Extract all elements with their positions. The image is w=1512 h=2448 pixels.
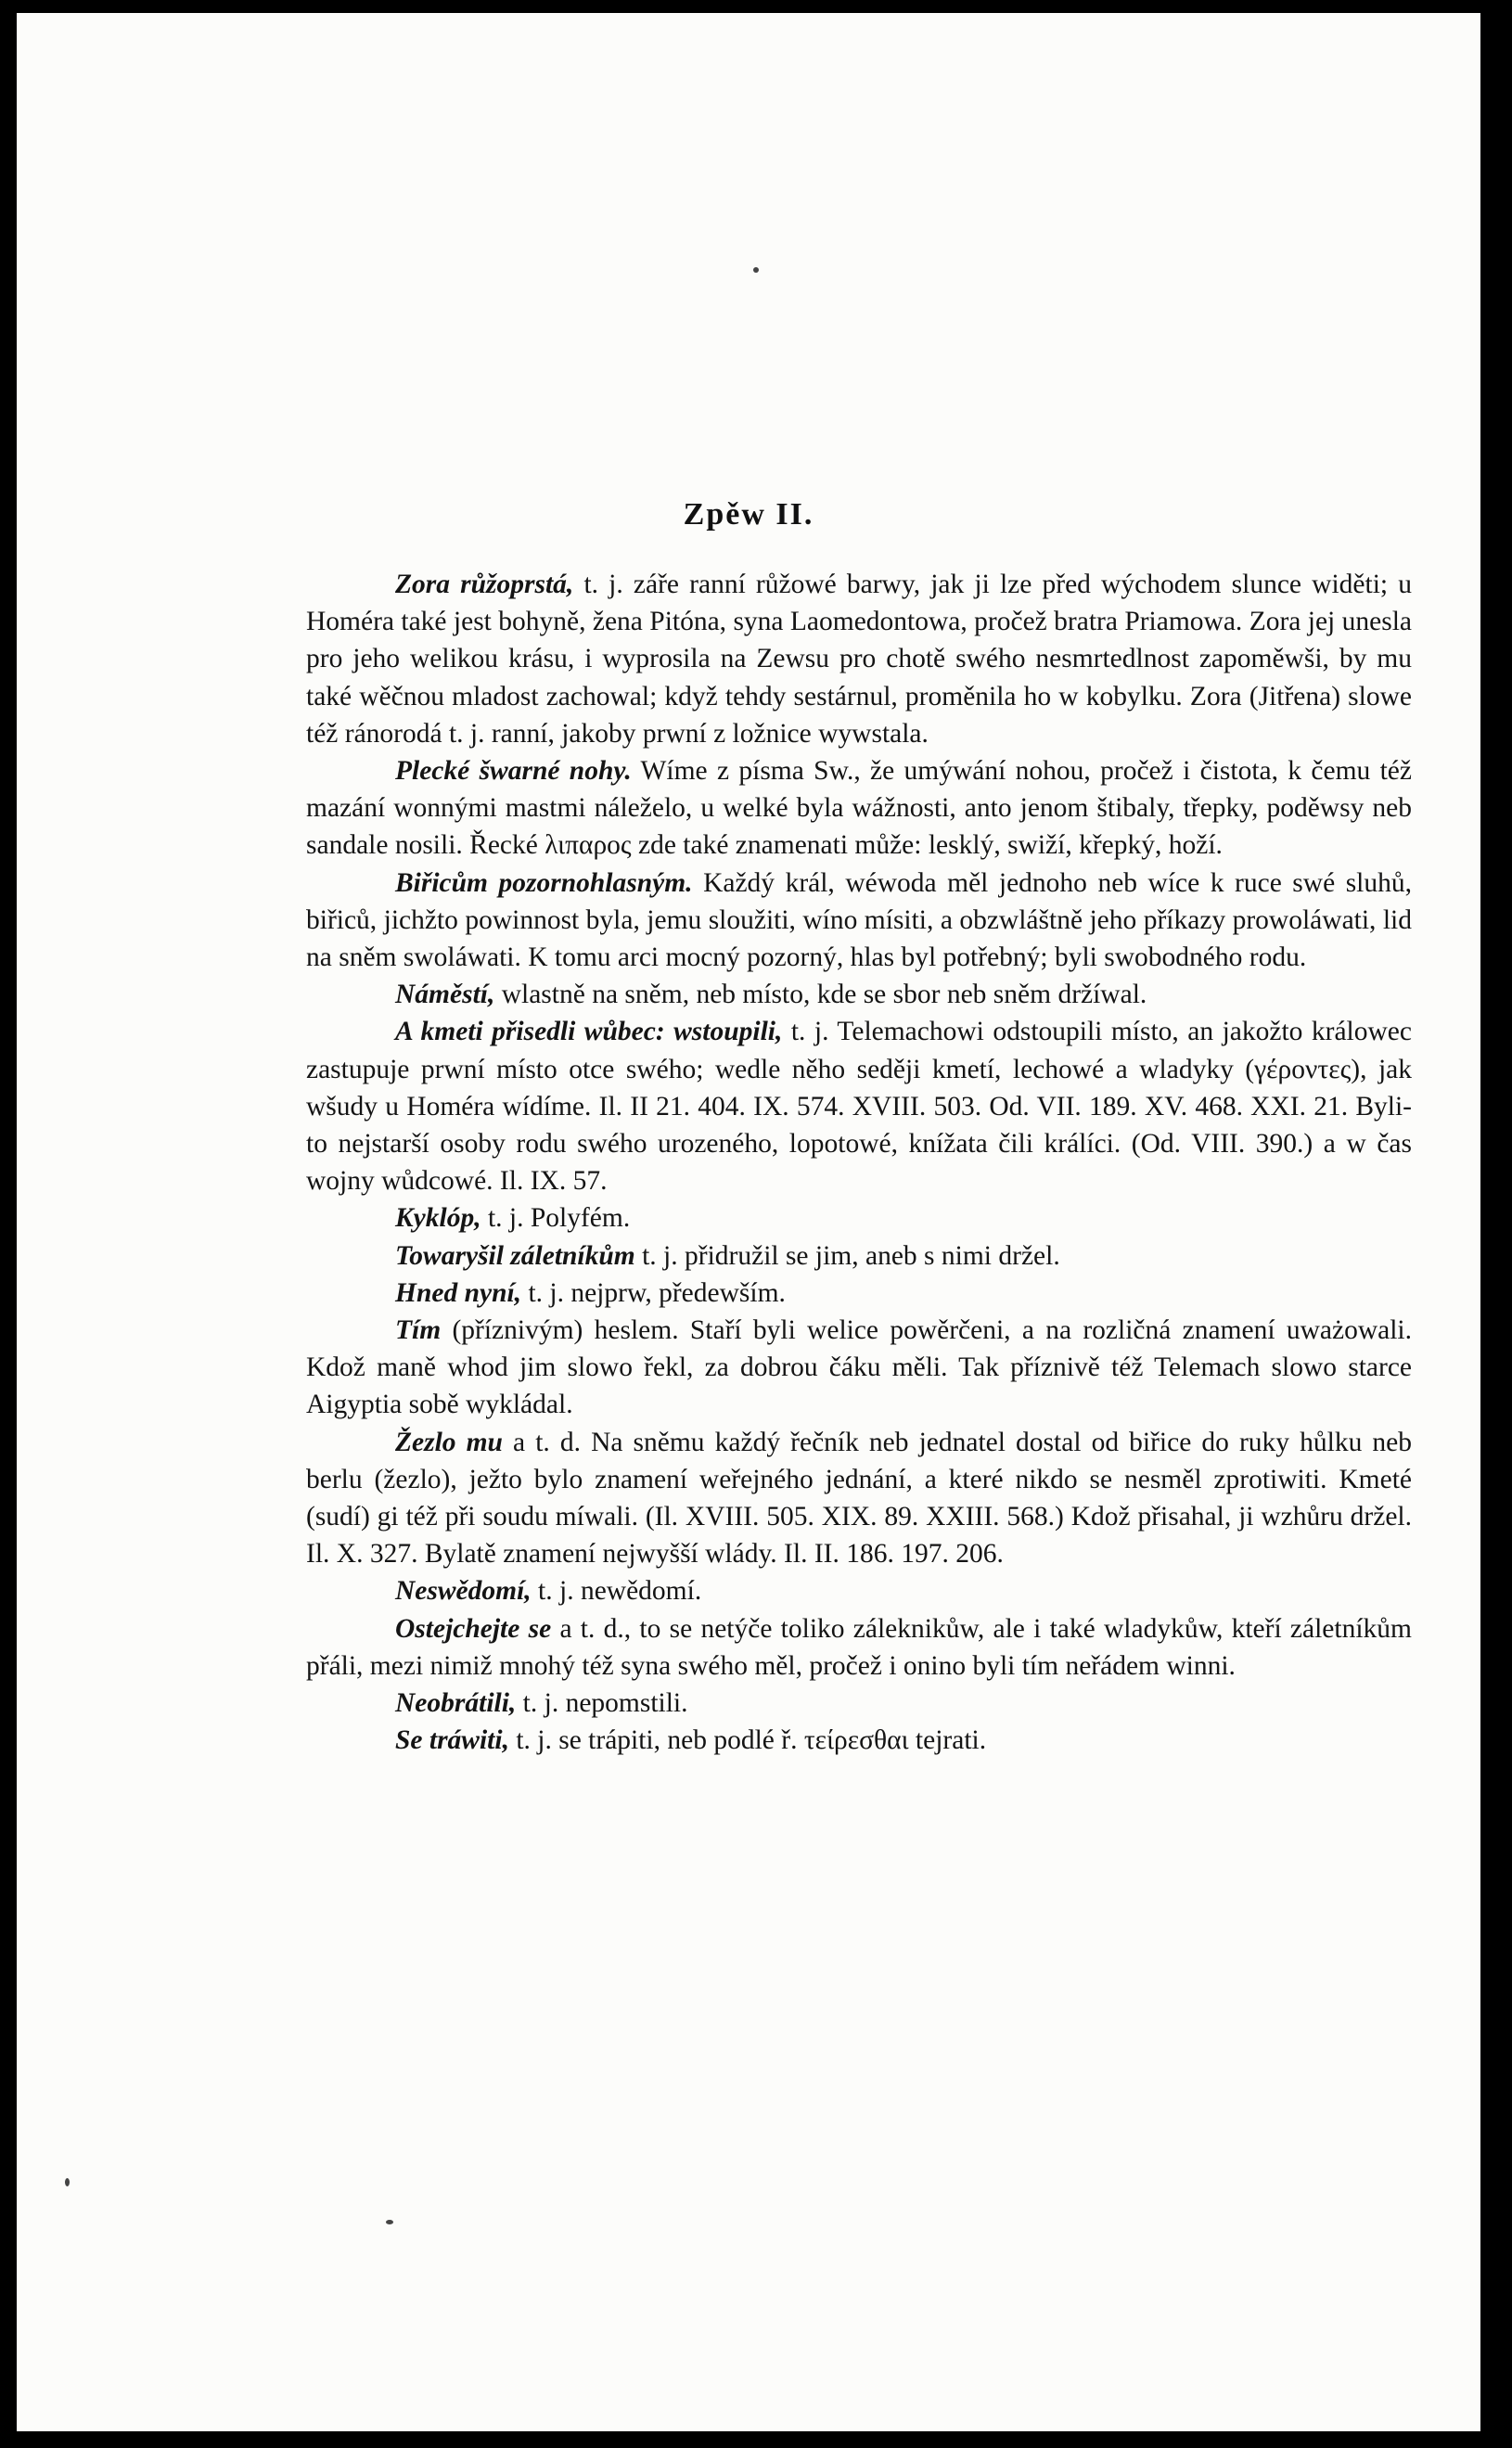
note-text: t. j. newědomí. bbox=[531, 1576, 702, 1607]
note-entry bbox=[306, 1013, 1412, 1199]
commentary-body bbox=[306, 566, 1412, 1760]
chapter-heading: Zpěw II. bbox=[683, 497, 814, 532]
note-lemma: Ostejchejte se bbox=[395, 1613, 552, 1644]
ink-speck bbox=[386, 2220, 393, 2224]
note-text: a t. d., to se netýče toliko záleknikůw, ale i také wladykůw, kteří záletníkům přáli, mezi nimiž mnohý též syna swého měl, pročež i onino byli tím neřádem winni. bbox=[306, 1613, 1412, 1681]
book-page bbox=[17, 13, 1480, 2431]
note-text: t. j. nejprw, předewším. bbox=[521, 1277, 786, 1308]
note-entry bbox=[306, 752, 1412, 865]
note-text: a t. d. Na sněmu každý řečník neb jednatel dostal od biřice do ruky hůlku neb berlu (žezlo), ježto bylo znamení weřejného jednání, a které nikdo se nesměl zprotiwiti. Kmeté (sudí) gi též při soudu míwali. (Il. XVIII. 505. XIX. 89. XXIII. 568.) Kdož přisahal, ji wzhůru držel. Il. X. 327. Bylatě znamení nejwyšší wlády. Il. II. 186. 197. 206. bbox=[306, 1427, 1412, 1570]
note-text: t. j. záře ranní růžowé barwy, jak ji lze před wýchodem slunce widěti; u Homéra také jest bohyně, žena Pitóna, syna Laomedontowa, pročež bratra Priamowa. Zora jej unesla pro jeho welikou krásu, i wyprosila na Zewsu pro chotě swého nesmrtedlnost zapoměwši, by mu také wěčnou mladost zachowal; když tehdy sestárnul, proměnila ho w kobylku. Zora (Jitřena) slowe též ránorodá t. j. ranní, jakoby prwní z ložnice wywstala. bbox=[306, 570, 1412, 749]
note-entry bbox=[306, 1199, 1412, 1237]
note-lemma: Náměstí, bbox=[395, 980, 495, 1010]
note-entry bbox=[306, 566, 1412, 752]
note-entry bbox=[306, 1237, 1412, 1275]
note-text: t. j. Telemachowi odstoupili místo, an jakožto králowec zastupuje prwní místo otce swého; wedle něho seději kmetí, lechowé a wladyky (γέροντες), jak wšudy u Homéra wídíme. Il. II 21. 404. IX. 574. XVIII. 503. Od. VII. 189. XV. 468. XXI. 21. Byli-to nejstarší osoby rodu swého urozeného, lopotowé, knížata čili králíci. (Od. VIII. 390.) a w čas wojny wůdcowé. Il. IX. 57. bbox=[306, 1017, 1412, 1197]
note-entry bbox=[306, 1275, 1412, 1312]
note-lemma: Neswědomí, bbox=[395, 1576, 532, 1607]
note-lemma: Zora růžoprstá, bbox=[395, 570, 574, 599]
note-lemma: Towaryšil záletníkům bbox=[395, 1240, 635, 1271]
note-lemma: Hned nyní, bbox=[395, 1277, 522, 1308]
note-text: t. j. přidružil se jim, aneb s nimi držel. bbox=[634, 1240, 1060, 1271]
note-text: Každý král, wéwoda měl jednoho neb wíce k ruce swé sluhů, biřiců, jichžto powinnost byla, jemu sloužiti, wíno mísiti, a obzwláštně jeho příkazy prowoláwati, lid na sněm swoláwati. K tomu arci mocný pozorný, hlas byl potřebný; byli swobodného rodu. bbox=[306, 867, 1413, 973]
note-text: Wíme z písma Sw., že umýwání nohou, pročež i čistota, k čemu též mazání wonnými mastmi náleželo, u welké byla wážnosti, anto jenom štibaly, třepky, poděwsy neb sandale nosili. Řecké λιπαρος zde také znamenati může: lesklý, swiží, křepký, hoží. bbox=[306, 756, 1412, 861]
note-entry bbox=[306, 1722, 1412, 1759]
note-entry bbox=[306, 865, 1412, 977]
note-text: t. j. nepomstili. bbox=[516, 1688, 688, 1719]
note-entry bbox=[306, 1610, 1412, 1685]
note-lemma: Kyklóp, bbox=[395, 1203, 481, 1234]
note-entry bbox=[306, 1424, 1412, 1573]
note-lemma: Plecké šwarné nohy. bbox=[395, 756, 632, 787]
note-lemma: Se tráwiti, bbox=[395, 1725, 509, 1756]
note-lemma: Tím bbox=[395, 1315, 442, 1346]
note-text: wlastně na sněm, neb místo, kde se sbor neb sněm držíwal. bbox=[494, 980, 1147, 1010]
note-entry bbox=[306, 976, 1412, 1013]
ink-speck bbox=[753, 267, 759, 273]
note-lemma: Biřicům pozornohlasným. bbox=[395, 867, 693, 898]
note-text: (příznivým) heslem. Staří byli welice powěrčeni, a na rozličná znamení uważowali. Kdož maně whod jim slowo řekl, za dobrou čáku měli. Tak příznivě též Telemach slowo starce Aigyptia sobě wykládal. bbox=[306, 1315, 1412, 1420]
note-entry bbox=[306, 1572, 1412, 1609]
note-entry bbox=[306, 1685, 1412, 1722]
note-text: t. j. se trápiti, neb podlé ř. τείρεσθαι tejrati. bbox=[508, 1725, 987, 1756]
note-lemma: A kmeti přisedli wůbec: wstoupili, bbox=[395, 1017, 783, 1047]
ink-speck bbox=[65, 2178, 70, 2186]
note-text: t. j. Polyfém. bbox=[481, 1203, 631, 1234]
note-lemma: Neobrátili, bbox=[395, 1688, 517, 1719]
note-lemma: Žezlo mu bbox=[395, 1427, 503, 1457]
note-entry bbox=[306, 1312, 1412, 1424]
